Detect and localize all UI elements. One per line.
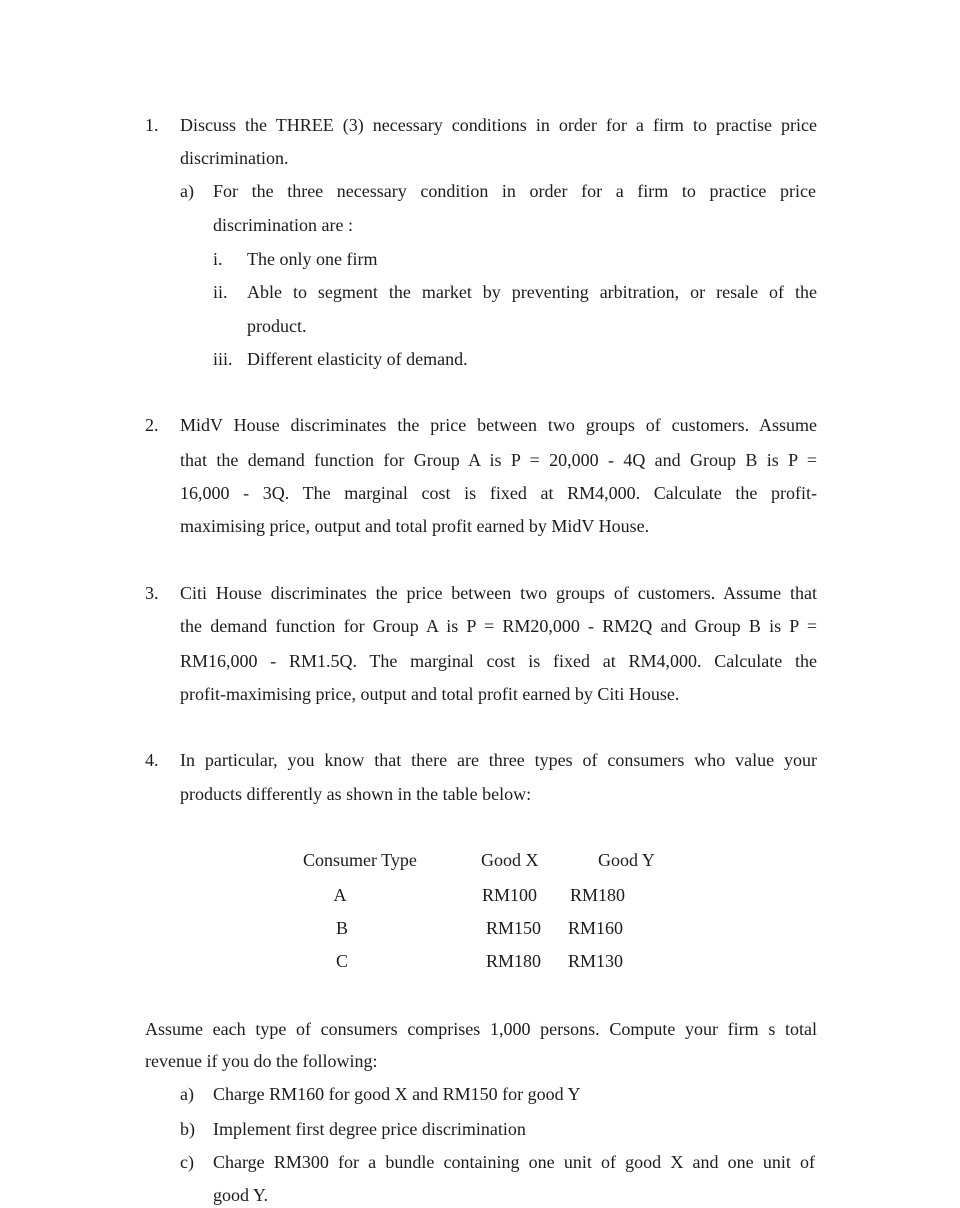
sub-question-text-line: Charge RM300 for a bundle containing one unit of good X and one unit of <box>213 1152 815 1172</box>
question-text-line: MidV House discriminates the price between two groups of customers. Assume <box>180 415 817 435</box>
sub-question-text-line: good Y. <box>213 1185 269 1205</box>
table-cell: RM160 <box>568 918 624 938</box>
list-item-text: product. <box>247 316 307 336</box>
table-cell: RM180 <box>486 951 542 971</box>
table-header: Consumer Type <box>303 850 417 870</box>
table-header: Good Y <box>598 850 655 870</box>
list-item-text: Different elasticity of demand. <box>247 349 468 369</box>
question-text-line: the demand function for Group A is P = RM20,000 - RM2Q and Group B is P = <box>180 616 817 636</box>
sub-question-label: a) <box>180 1084 194 1104</box>
paragraph-line: Assume each type of consumers comprises 1,000 persons. Compute your firm s total <box>145 1019 817 1039</box>
list-item-label: ii. <box>213 282 228 302</box>
question-text-line: Citi House discriminates the price between two groups of customers. Assume that <box>180 583 817 603</box>
table-cell: RM100 <box>482 885 538 905</box>
table-cell: B <box>335 918 348 938</box>
question-text-line: that the demand function for Group A is P = 20,000 - 4Q and Group B is P = <box>180 450 817 470</box>
question-text-line: Discuss the THREE (3) necessary conditions in order for a firm to practise price <box>180 115 817 135</box>
sub-question-label: b) <box>180 1119 195 1139</box>
table-cell: A <box>333 885 347 905</box>
table-cell: RM150 <box>486 918 542 938</box>
question-number: 3. <box>145 583 159 603</box>
question-text-line: In particular, you know that there are three types of consumers who value your <box>180 750 817 770</box>
table-header: Good X <box>481 850 539 870</box>
list-item-text: Able to segment the market by preventing arbitration, or resale of the <box>247 282 817 302</box>
question-text-line: profit-maximising price, output and total profit earned by Citi House. <box>180 684 680 704</box>
list-item-label: iii. <box>213 349 233 369</box>
list-item-label: i. <box>213 249 223 269</box>
sub-question-label: c) <box>180 1152 194 1172</box>
sub-question-text-line: For the three necessary condition in order for a firm to practice price <box>213 181 816 201</box>
question-text-line: RM16,000 - RM1.5Q. The marginal cost is fixed at RM4,000. Calculate the <box>180 651 817 671</box>
sub-question-text-line: Implement first degree price discrimination <box>213 1119 526 1139</box>
question-number: 4. <box>145 750 159 770</box>
question-number: 2. <box>145 415 159 435</box>
table-cell: RM180 <box>570 885 626 905</box>
sub-question-text-line: Charge RM160 for good X and RM150 for good Y <box>213 1084 581 1104</box>
question-text-line: maximising price, output and total profit earned by MidV House. <box>180 516 650 536</box>
sub-question-text-line: discrimination are : <box>213 215 353 235</box>
list-item-text: The only one firm <box>247 249 378 269</box>
question-text-line: products differently as shown in the table below: <box>180 784 532 804</box>
question-number: 1. <box>145 115 159 135</box>
question-text-line: discrimination. <box>180 148 289 168</box>
paragraph-line: revenue if you do the following: <box>145 1051 378 1071</box>
question-text-line: 16,000 - 3Q. The marginal cost is fixed at RM4,000. Calculate the profit- <box>180 483 817 503</box>
sub-question-label: a) <box>180 181 194 201</box>
table-cell: RM130 <box>568 951 624 971</box>
table-cell: C <box>335 951 348 971</box>
